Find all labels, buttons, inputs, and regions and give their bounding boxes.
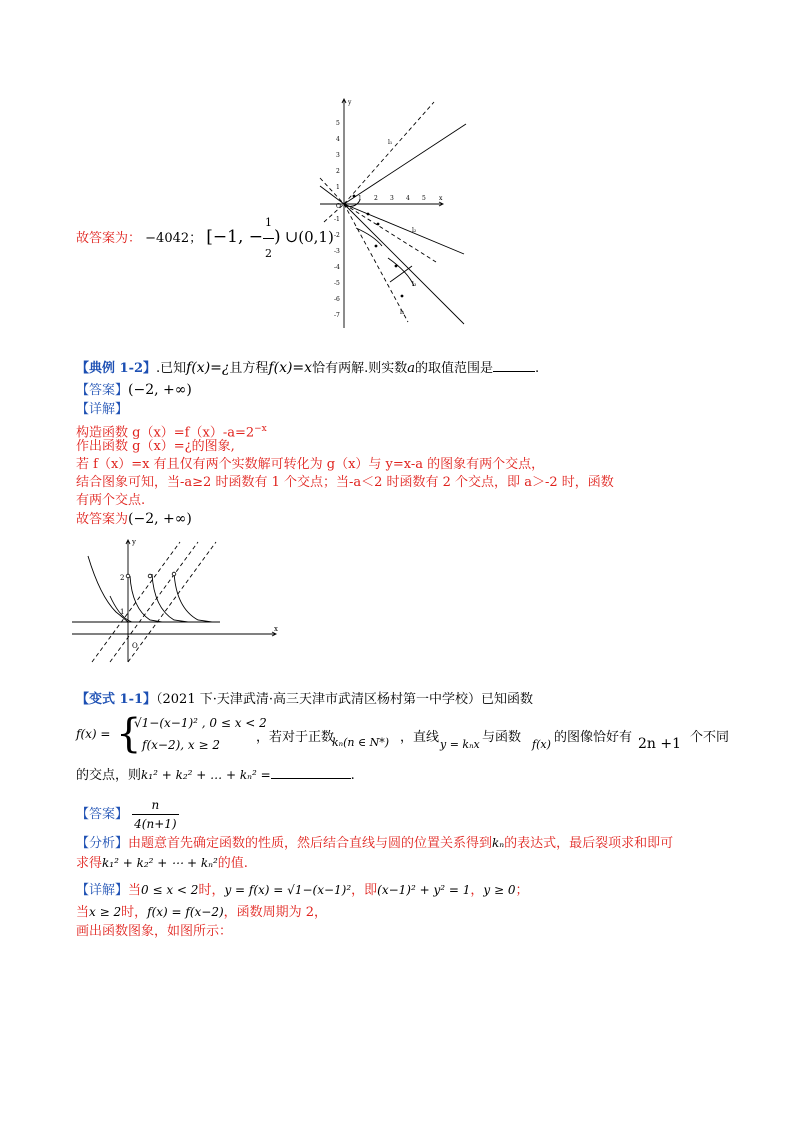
variant-tag: 【变式 1-1】 — [76, 692, 157, 707]
detail-tag: 【详解】 — [76, 402, 129, 417]
x-tick: 5 — [422, 195, 426, 202]
interval-left: [−1, − — [206, 227, 264, 247]
answer-blank — [271, 778, 351, 779]
x-tick: 3 — [390, 195, 394, 202]
line-l3 — [344, 204, 464, 324]
detail-line-2: 当x ≥ 2时，f(x) = f(x−2)，函数周期为 2， — [76, 905, 328, 920]
union-symbol: ∪ — [284, 227, 299, 246]
detail-line-2: 作出函数 g（x）=¿的图象, — [76, 439, 235, 454]
answer-prefix: 故答案为： — [76, 231, 142, 246]
answer-separator: ； — [189, 231, 203, 246]
detail-line-3: 画出函数图象，如图所示： — [76, 924, 233, 939]
example-tag: 【典例 1-2】 — [76, 361, 157, 376]
origin-label: O — [132, 642, 138, 650]
line-l2 — [344, 204, 464, 254]
analysis-line-1: 【分析】由题意首先确定函数的性质，然后结合直线与圆的位置关系得到kₙ的表达式，最后裂项求和即可 — [76, 836, 674, 851]
y-tick: -7 — [334, 312, 340, 319]
analysis-line-2: 求得k₁² + k₂² + ⋯ + kₙ²的值. — [76, 856, 248, 871]
x-tick: 4 — [406, 195, 410, 202]
y-tick: -6 — [334, 296, 340, 303]
variant-answer: 【答案】 $\frac{n}{4(n+1)}$ — [76, 798, 177, 831]
interval-mid: ) — [274, 227, 281, 247]
y-axis-label: y — [348, 99, 352, 106]
answer-value: −4042 — [145, 231, 190, 246]
line-l1 — [344, 124, 466, 204]
y-tick: 5 — [336, 120, 340, 127]
detail-line-1: 构造函数 $g(x)=f(x)-a=2^{-x}$ — [76, 424, 267, 441]
y-tick: 4 — [336, 136, 340, 143]
x-axis-label: x — [274, 625, 278, 633]
variant-sum-line: 的交点，则k₁² + k₂² + … + kₙ² = . — [76, 768, 355, 783]
line-l1-dashed — [344, 102, 434, 204]
line-label-l2: l₂ — [412, 227, 417, 234]
x-tick: 2 — [374, 195, 378, 202]
example-1-2-answer — [76, 381, 192, 400]
answer-fraction: $\frac{n}{4(n+1)}$ — [134, 798, 177, 831]
example-1-2-question: 【典例 1-2】.已知f(x)=¿且方程f(x)=x恰有两解.则实数a的取值范围是 . — [76, 360, 540, 376]
line-label-l1: l₁ — [388, 139, 393, 146]
line-intersection-graph — [316, 96, 476, 332]
tick-1: 1 — [120, 608, 125, 616]
answer-value: (−2, +∞) — [128, 382, 192, 398]
detail-line-3: 若 f（x）=x 有且仅有两个实数解可转化为 g（x）与 y=x-a 的图象有两个交点， — [76, 457, 545, 472]
detail-line-4: 结合图象可知，当-a≥2 时函数有 1 个交点；当-a＜2 时函数有 2 个交点，即 a＞-2 时，函数 — [76, 475, 614, 490]
answer-blank — [493, 371, 535, 372]
detail-line-1: 【详解】当0 ≤ x < 2时，y = f(x) = √1−(x−1)²，即(x−1)² + y² = 1，y ≥ 0； — [76, 883, 529, 898]
y-tick: -1 — [334, 216, 340, 223]
line-label-l4: l₄ — [400, 309, 405, 316]
exponential-shift-graph — [70, 536, 282, 664]
variant-1-1-heading — [76, 691, 533, 709]
fraction-half: $\frac{1}{2}$ — [263, 208, 274, 269]
answer-tag: 【答案】 — [76, 383, 129, 398]
y-axis-label: y — [132, 538, 136, 546]
y-tick: -5 — [334, 280, 340, 287]
line-l4 — [344, 204, 408, 322]
answer-line-1 — [76, 208, 334, 269]
y-tick: -4 — [334, 264, 340, 271]
x-tick: 1 — [358, 195, 362, 202]
variant-source: （2021 下·天津武清·高三天津市武清区杨村第一中学校）已知函数 — [156, 692, 533, 707]
detail-line-6: 故答案为(−2, +∞) — [76, 511, 192, 527]
interval-right: (0,1) — [298, 228, 334, 246]
y-tick: 2 — [336, 168, 340, 175]
origin-label: O — [336, 203, 341, 210]
tick-2: 2 — [120, 574, 125, 582]
piecewise-function: f(x) = { √1−(x−1)² , 0 ≤ x < 2 f(x−2), x ≥ 2 — [76, 711, 267, 757]
variant-condition: ，若对于正数 kₙ(n ∈ N*) ，直线 y = kₙx 与函数 f(x) 的图像恰好有 2n +1 个不同 — [256, 730, 730, 752]
detail-line-5: 有两个交点. — [76, 493, 146, 508]
y-tick: -3 — [334, 248, 340, 255]
line-label-l3: l₃ — [412, 281, 417, 288]
y-tick: 1 — [336, 184, 340, 191]
y-tick: -2 — [334, 232, 340, 239]
y-tick: 3 — [336, 152, 340, 159]
x-axis-label: x — [439, 195, 443, 202]
